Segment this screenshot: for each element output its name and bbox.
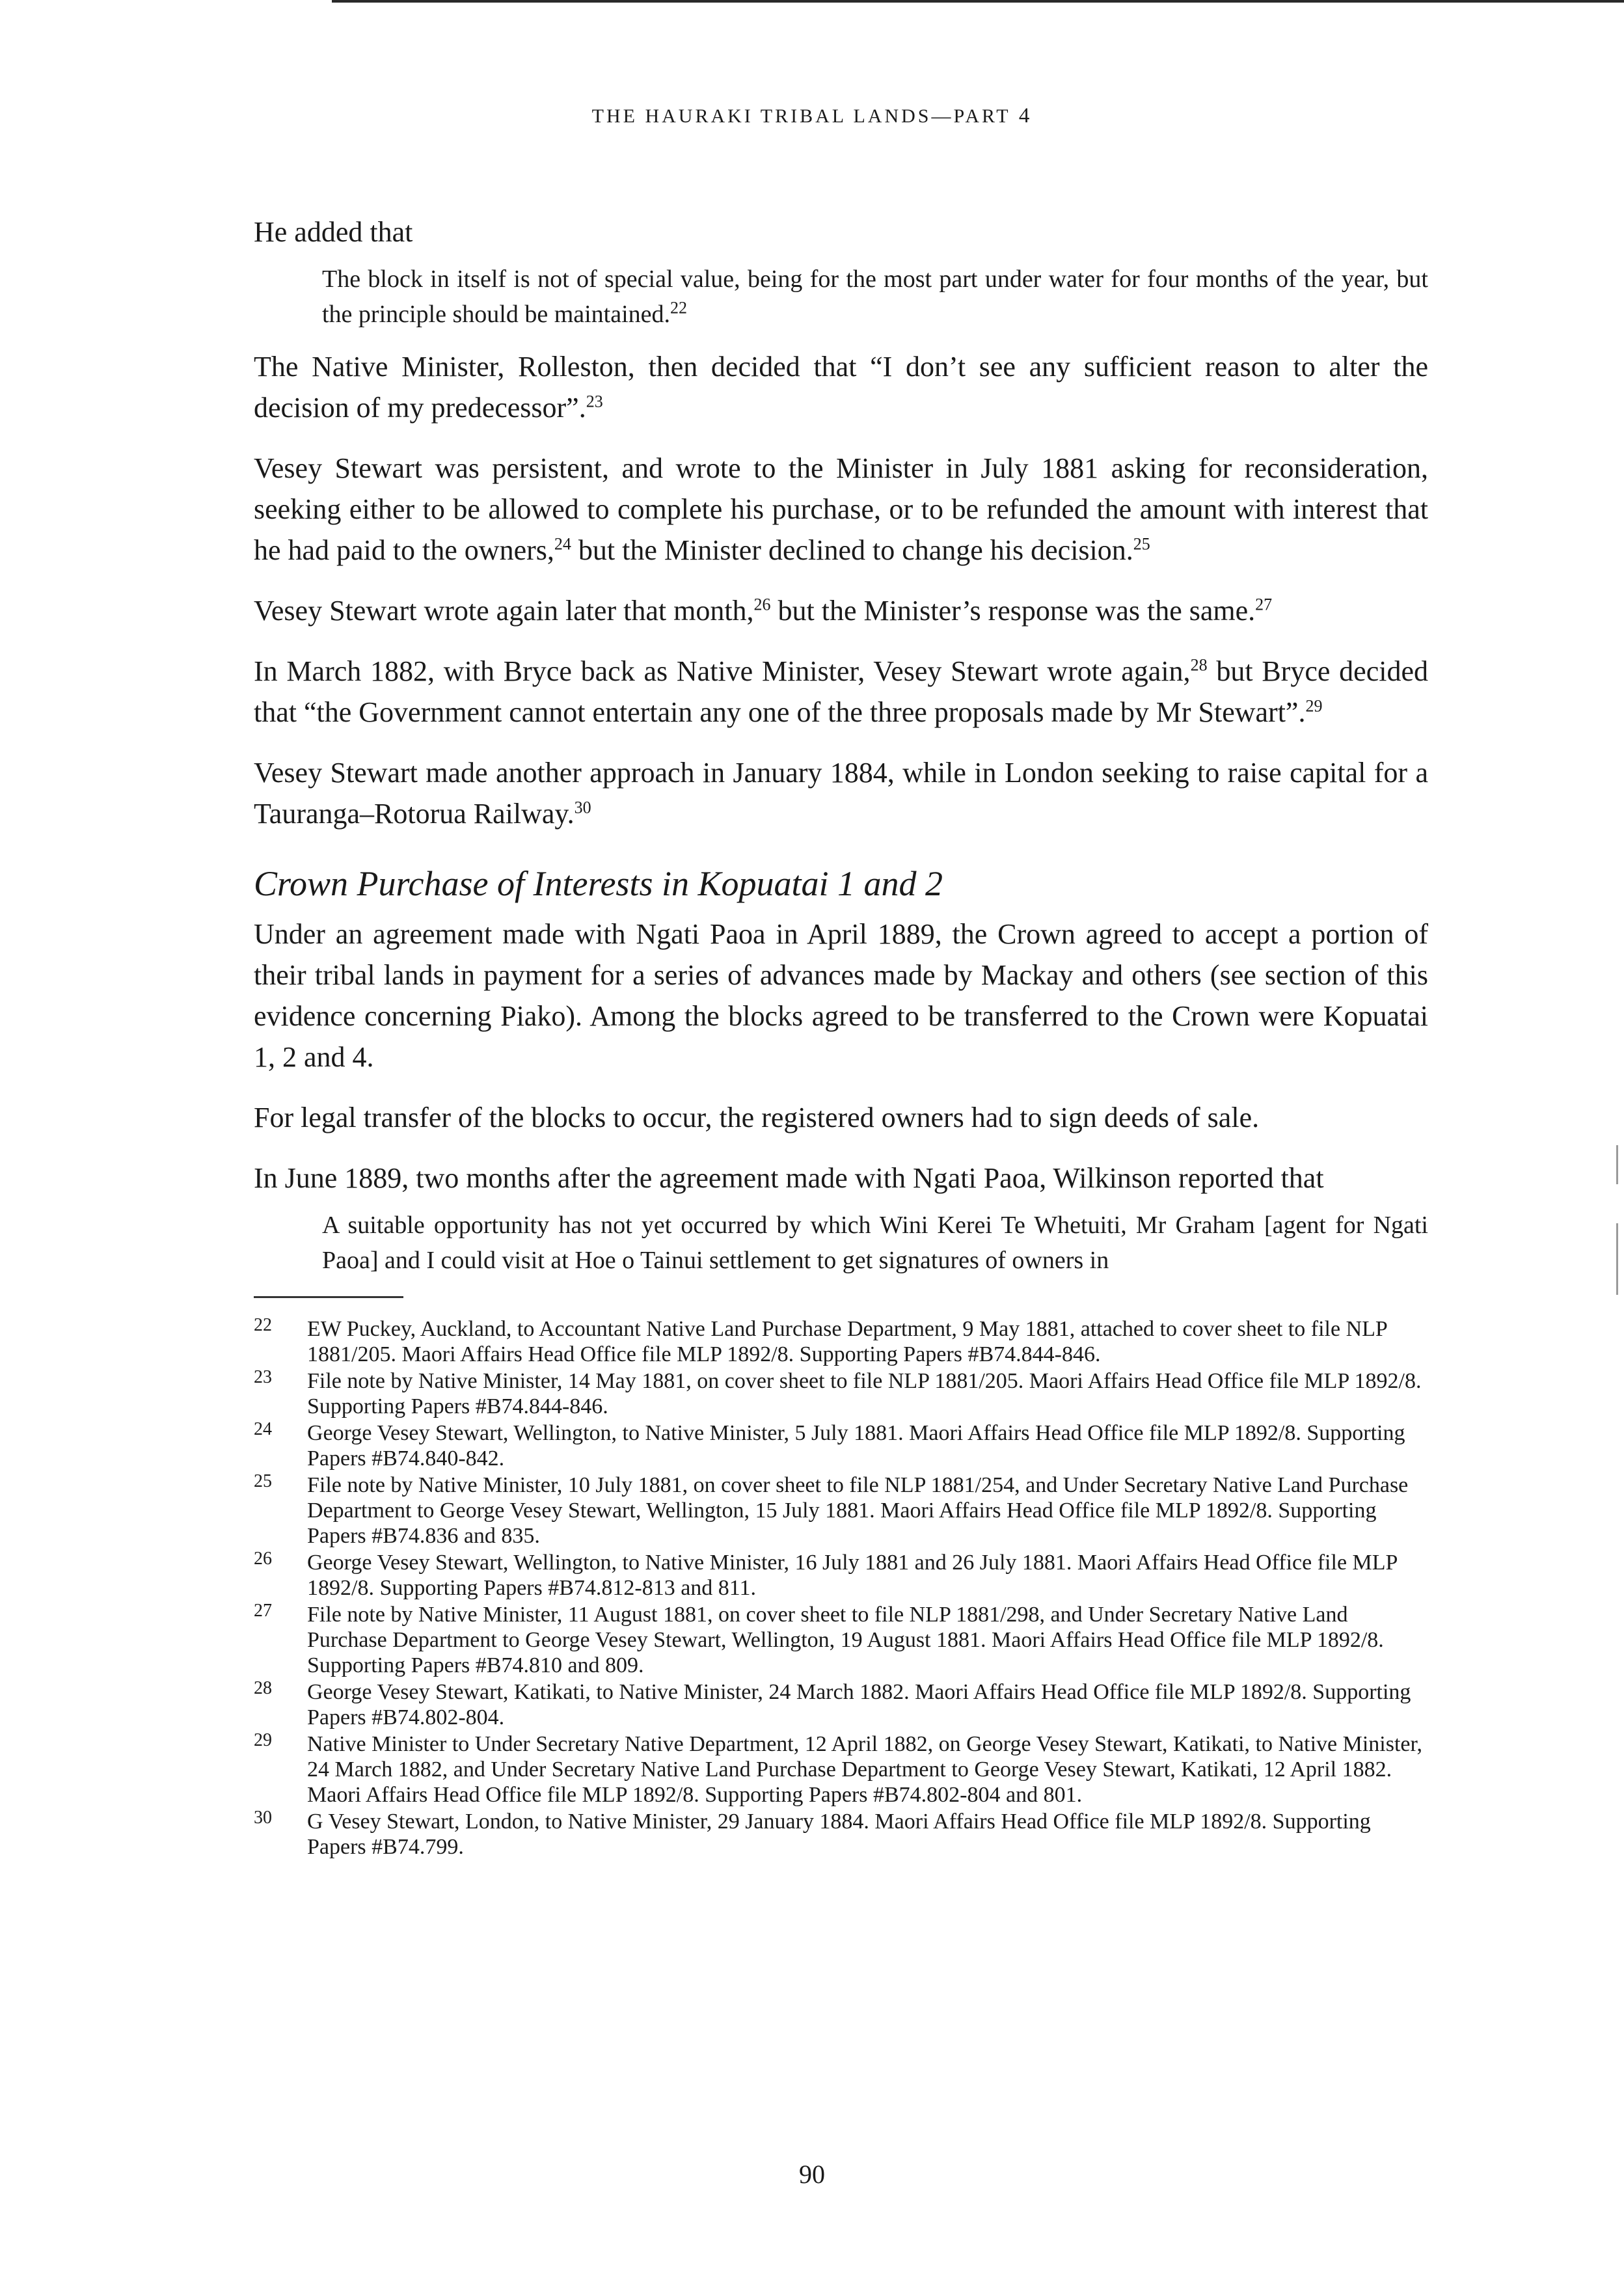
- footnote-number: 28: [254, 1678, 272, 1698]
- paragraph-text: but Bryce decided that “the Government cannot entertain any one of the three proposals made by Mr Stewart”.: [254, 655, 1428, 728]
- footnote-text: G Vesey Stewart, London, to Native Minister, 29 January 1884. Maori Affairs Head Office file MLP 1892/8. Supporting Papers #B74.799.: [307, 1810, 1371, 1859]
- paragraph-text: He added that: [254, 216, 413, 248]
- paragraph-text: For legal transfer of the blocks to occur, the registered owners had to sign deeds of sale.: [254, 1102, 1260, 1133]
- footnote: [254, 1809, 1428, 1860]
- footnote-ref[interactable]: 26: [753, 595, 771, 614]
- paragraph-text: Vesey Stewart wrote again later that month,: [254, 595, 754, 627]
- footnote-text: File note by Native Minister, 14 May 1881, on cover sheet to file NLP 1881/205. Maori Affairs Head Office file MLP 1892/8. Supporting Papers #B74.844-846.: [307, 1369, 1422, 1418]
- quote-text: A suitable opportunity has not yet occurred by which Wini Kerei Te Whetuiti, Mr Graham [agent for Ngati Paoa] and I could visit at Hoe o Tainui settlement to get signatures of owners in: [322, 1212, 1428, 1274]
- footnote-ref[interactable]: 22: [670, 298, 688, 318]
- paragraph: [254, 651, 1428, 733]
- paragraph-text: Vesey Stewart was persistent, and wrote to the Minister in July 1881 asking for reconsideration, seeking either to be allowed to complete his purchase, or to be refunded the amount with interest that he had paid to the owners,: [254, 452, 1428, 566]
- paragraph-text: Under an agreement made with Ngati Paoa in April 1889, the Crown agreed to accept a portion of their tribal lands in payment for a series of advances made by Mackay and others (see section of this evidence concerning Piako). Among the blocks agreed to be transferred to the Crown were Kopuatai 1, 2 and 4.: [254, 918, 1428, 1073]
- footnote-number: 22: [254, 1315, 272, 1335]
- footnote-number: 23: [254, 1367, 272, 1387]
- margin-mark: [1616, 1145, 1618, 1184]
- footnote-ref[interactable]: 28: [1190, 655, 1208, 675]
- footnote-text: File note by Native Minister, 11 August 1881, on cover sheet to file NLP 1881/298, and Under Secretary Native Land Purchase Department to George Vesey Stewart, Wellington, 19 August 1881. Maori Affairs Head Office file MLP 1892/8. Supporting Papers #B74.810 and 809.: [307, 1603, 1384, 1677]
- quote-text: The block in itself is not of special value, being for the most part under water for four months of the year, but the principle should be maintained.: [322, 265, 1428, 328]
- footnote: [254, 1316, 1428, 1367]
- paragraph: [254, 1158, 1428, 1199]
- top-rule: [332, 0, 1624, 3]
- footnote-text: File note by Native Minister, 10 July 1881, on cover sheet to file NLP 1881/254, and Under Secretary Native Land Purchase Department to George Vesey Stewart, Wellington, 15 July 1881. Maori Affairs Head Office file MLP 1892/8. Supporting Papers #B74.836 and 835.: [307, 1473, 1409, 1548]
- page-body: [254, 211, 1428, 1861]
- paragraph-text: In June 1889, two months after the agreement made with Ngati Paoa, Wilkinson reported that: [254, 1162, 1324, 1194]
- footnote: [254, 1731, 1428, 1808]
- block-quote: [322, 1208, 1428, 1278]
- paragraph: [254, 914, 1428, 1078]
- footnote-text: EW Puckey, Auckland, to Accountant Native Land Purchase Department, 9 May 1881, attached to cover sheet to file NLP 1881/205. Maori Affairs Head Office file MLP 1892/8. Supporting Papers #B74.844-846.: [307, 1317, 1387, 1366]
- footnote-ref[interactable]: 27: [1255, 595, 1273, 614]
- paragraph: [254, 752, 1428, 834]
- footnote-separator: [254, 1296, 403, 1298]
- footnote-ref[interactable]: 24: [554, 534, 571, 554]
- paragraph-text: Vesey Stewart made another approach in January 1884, while in London seeking to raise capital for a Tauranga–Rotorua Railway.: [254, 757, 1428, 830]
- footnote: [254, 1679, 1428, 1730]
- footnote-text: George Vesey Stewart, Wellington, to Native Minister, 16 July 1881 and 26 July 1881. Maori Affairs Head Office file MLP 1892/8. Supporting Papers #B74.812-813 and 811.: [307, 1551, 1398, 1600]
- footnote-text: Native Minister to Under Secretary Native Department, 12 April 1882, on George Vesey Stewart, Katikati, to Native Minister, 24 March 1882, and Under Secretary Native Land Purchase Department to George Vesey Stewart, Katikati, 12 April 1882. Maori Affairs Head Office file MLP 1892/8. Supporting Papers #B74.802-804 and 801.: [307, 1732, 1422, 1807]
- page-number: 90: [799, 2160, 825, 2189]
- footnote-text: George Vesey Stewart, Katikati, to Native Minister, 24 March 1882. Maori Affairs Head Office file MLP 1892/8. Supporting Papers #B74.802-804.: [307, 1680, 1411, 1729]
- footnote: [254, 1420, 1428, 1471]
- footnote-number: 30: [254, 1808, 272, 1828]
- paragraph-text: The Native Minister, Rolleston, then decided that “I don’t see any sufficient reason to alter the decision of my predecessor”.: [254, 351, 1428, 424]
- footnote: [254, 1368, 1428, 1419]
- paragraph: [254, 211, 1428, 252]
- footnote-number: 27: [254, 1601, 272, 1621]
- footnotes: [254, 1316, 1428, 1860]
- section-heading: Crown Purchase of Interests in Kopuatai 1 and 2: [254, 864, 943, 903]
- margin-mark: [1616, 1223, 1618, 1295]
- paragraph: [254, 346, 1428, 428]
- footnote-ref[interactable]: 29: [1305, 696, 1323, 716]
- footnote-number: 25: [254, 1471, 272, 1491]
- footnote-number: 24: [254, 1419, 272, 1439]
- block-quote: [322, 262, 1428, 332]
- paragraph: [254, 448, 1428, 571]
- footnote-number: 26: [254, 1549, 272, 1569]
- footnote-number: 29: [254, 1730, 272, 1750]
- paragraph: [254, 590, 1428, 631]
- paragraph: [254, 1097, 1428, 1138]
- footnote: [254, 1550, 1428, 1601]
- paragraph-text: but the Minister declined to change his decision.: [571, 534, 1133, 566]
- paragraph-text: In March 1882, with Bryce back as Native Minister, Vesey Stewart wrote again,: [254, 655, 1191, 687]
- footnote-ref[interactable]: 30: [574, 798, 591, 817]
- footnote: [254, 1472, 1428, 1549]
- running-head-title: THE HAURAKI TRIBAL LANDS—PART: [591, 105, 1011, 127]
- footnote: [254, 1602, 1428, 1678]
- footnote-text: George Vesey Stewart, Wellington, to Native Minister, 5 July 1881. Maori Affairs Head Office file MLP 1892/8. Supporting Papers #B74.840-842.: [307, 1421, 1405, 1471]
- running-head: [0, 96, 1624, 136]
- footnote-ref[interactable]: 25: [1133, 534, 1150, 554]
- running-head-part-number: 4: [1018, 104, 1033, 128]
- paragraph-text: but the Minister’s response was the same.: [770, 595, 1256, 627]
- footnote-ref[interactable]: 23: [586, 392, 603, 411]
